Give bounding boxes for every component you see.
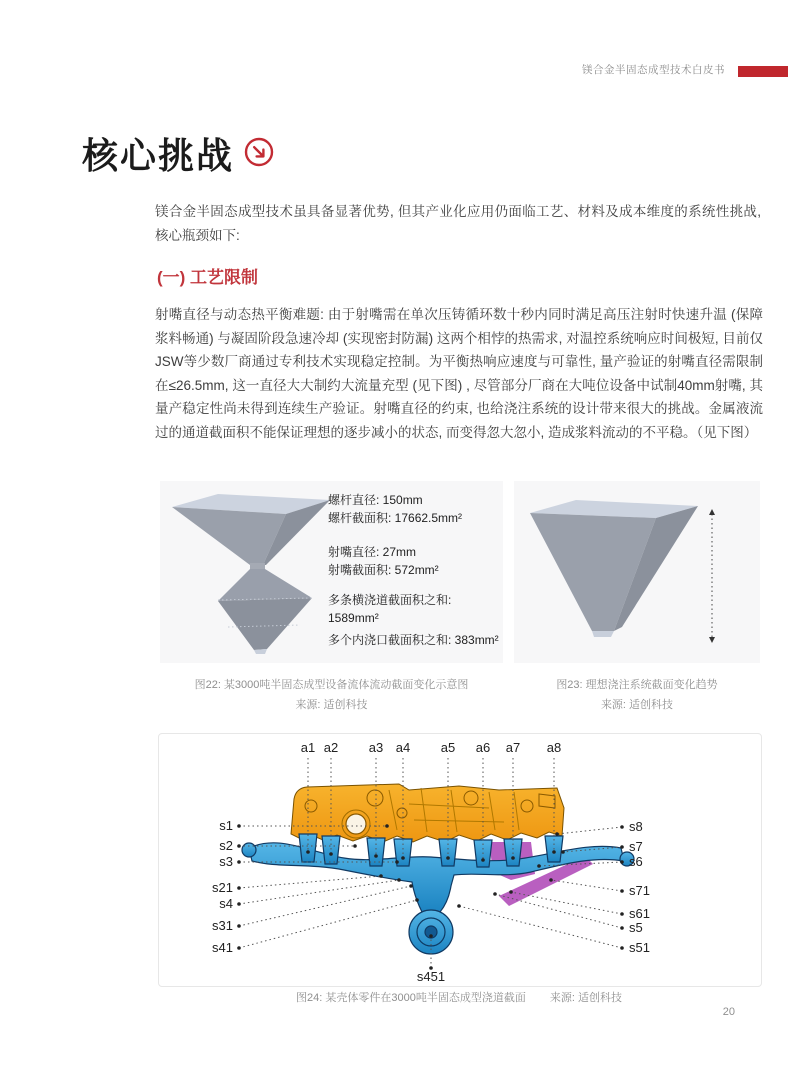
label-a2: a2 bbox=[323, 740, 339, 755]
annotation-screw bbox=[328, 491, 462, 527]
label-a8: a8 bbox=[546, 740, 562, 755]
label-a6: a6 bbox=[475, 740, 491, 755]
label-s3: s3 bbox=[219, 854, 233, 869]
figure23-caption bbox=[514, 675, 760, 715]
annotation-runners bbox=[328, 591, 503, 627]
section-body-paragraph: 射嘴直径与动态热平衡难题: 由于射嘴需在单次压铸循环数十秒内同时满足高压注射时快速升温 (保障浆料畅通) 与凝固阶段急速冷却 (实现密封防漏) 这两个相悖的热需求, 对温控系统响应时间极短, 目前仅JSW等少数厂商通过专利技术实现稳定控制。为平衡热响应速度与可靠性, 量产验证的射嘴直径需限制在≤26.5mm, 这一直径大大制约大流量充型 (见下图) , 尽管部分厂商在大吨位设备中试制40mm射嘴, 其量产稳定性尚未得到连续生产验证。射嘴直径的约束, 也给浇注系统的设计带来很大的挑战。金属液流过的通道截面积不能保证理想的逐步减小的状态, 而变得忽大忽小, 造成浆料流动的不平稳。（见下图） bbox=[155, 307, 763, 440]
label-s71: s71 bbox=[629, 883, 650, 898]
label-s31: s31 bbox=[212, 918, 233, 933]
header-doc-title: 镁合金半固态成型技术白皮书 bbox=[582, 64, 725, 76]
annotation-line: 射嘴直径: 27mm bbox=[328, 545, 417, 559]
label-s2: s2 bbox=[219, 838, 233, 853]
annotation-line: 射嘴截面积: 572mm² bbox=[328, 563, 439, 577]
casting-body-orange bbox=[291, 784, 564, 842]
label-s51: s51 bbox=[629, 940, 650, 955]
label-s4: s4 bbox=[219, 896, 233, 911]
label-a7: a7 bbox=[505, 740, 521, 755]
figure23-panel bbox=[514, 481, 760, 663]
label-a4: a4 bbox=[395, 740, 411, 755]
arrow-down-right-circle-icon bbox=[243, 136, 275, 168]
figure24-caption-source: 来源: 适创科技 bbox=[549, 992, 622, 1004]
page-title: 核心挑战 bbox=[82, 135, 235, 176]
annotation-nozzle bbox=[328, 543, 439, 579]
runner-system-blue bbox=[242, 834, 634, 954]
label-s21: s21 bbox=[212, 880, 233, 895]
figure24-caption-title: 图24: 某壳体零件在3000吨半固态成型浇道截面 bbox=[296, 992, 526, 1004]
label-s41: s41 bbox=[212, 940, 233, 955]
label-s8: s8 bbox=[629, 819, 643, 834]
label-s5: s5 bbox=[629, 920, 643, 935]
figure24-panel bbox=[158, 733, 762, 987]
figure22-caption-title: 图22: 某3000吨半固态成型设备流体流动截面变化示意图 bbox=[194, 679, 469, 691]
annotation-gates bbox=[328, 631, 499, 649]
annotation-line: 螺杆截面积: 17662.5mm² bbox=[328, 511, 463, 525]
figure23-caption-source: 来源: 适创科技 bbox=[600, 699, 674, 711]
figure22-caption bbox=[160, 675, 503, 715]
figure24-caption bbox=[158, 988, 760, 1008]
annotation-line: 螺杆直径: 150mm bbox=[328, 493, 423, 507]
annotation-line: 多个内浇口截面积之和: 383mm² bbox=[328, 633, 499, 647]
label-s7: s7 bbox=[629, 839, 643, 854]
page-number: 20 bbox=[722, 1006, 735, 1018]
header-accent-bar bbox=[738, 66, 788, 77]
figure22-caption-source: 来源: 适创科技 bbox=[295, 699, 368, 711]
label-a1: a1 bbox=[300, 740, 316, 755]
label-s451: s451 bbox=[416, 969, 446, 984]
figure22-panel bbox=[160, 481, 503, 663]
label-s6: s6 bbox=[629, 854, 643, 869]
label-s61: s61 bbox=[629, 906, 650, 921]
intro-paragraph: 镁合金半固态成型技术虽具备显著优势, 但其产业化应用仍面临工艺、材料及成本维度的系统性挑战, 核心瓶颈如下: bbox=[155, 204, 761, 243]
label-a5: a5 bbox=[440, 740, 456, 755]
hourglass-cross-section-graphic bbox=[166, 481, 336, 663]
label-s1: s1 bbox=[219, 818, 233, 833]
figure23-caption-title: 图23: 理想浇注系统截面变化趋势 bbox=[556, 679, 718, 691]
annotation-line: 多条横浇道截面积之和: 1589mm² bbox=[328, 593, 452, 625]
runner-section-diagram bbox=[159, 734, 759, 984]
section-heading: (一) 工艺限制 bbox=[157, 268, 259, 287]
ideal-funnel-graphic bbox=[514, 481, 760, 663]
label-a3: a3 bbox=[368, 740, 384, 755]
